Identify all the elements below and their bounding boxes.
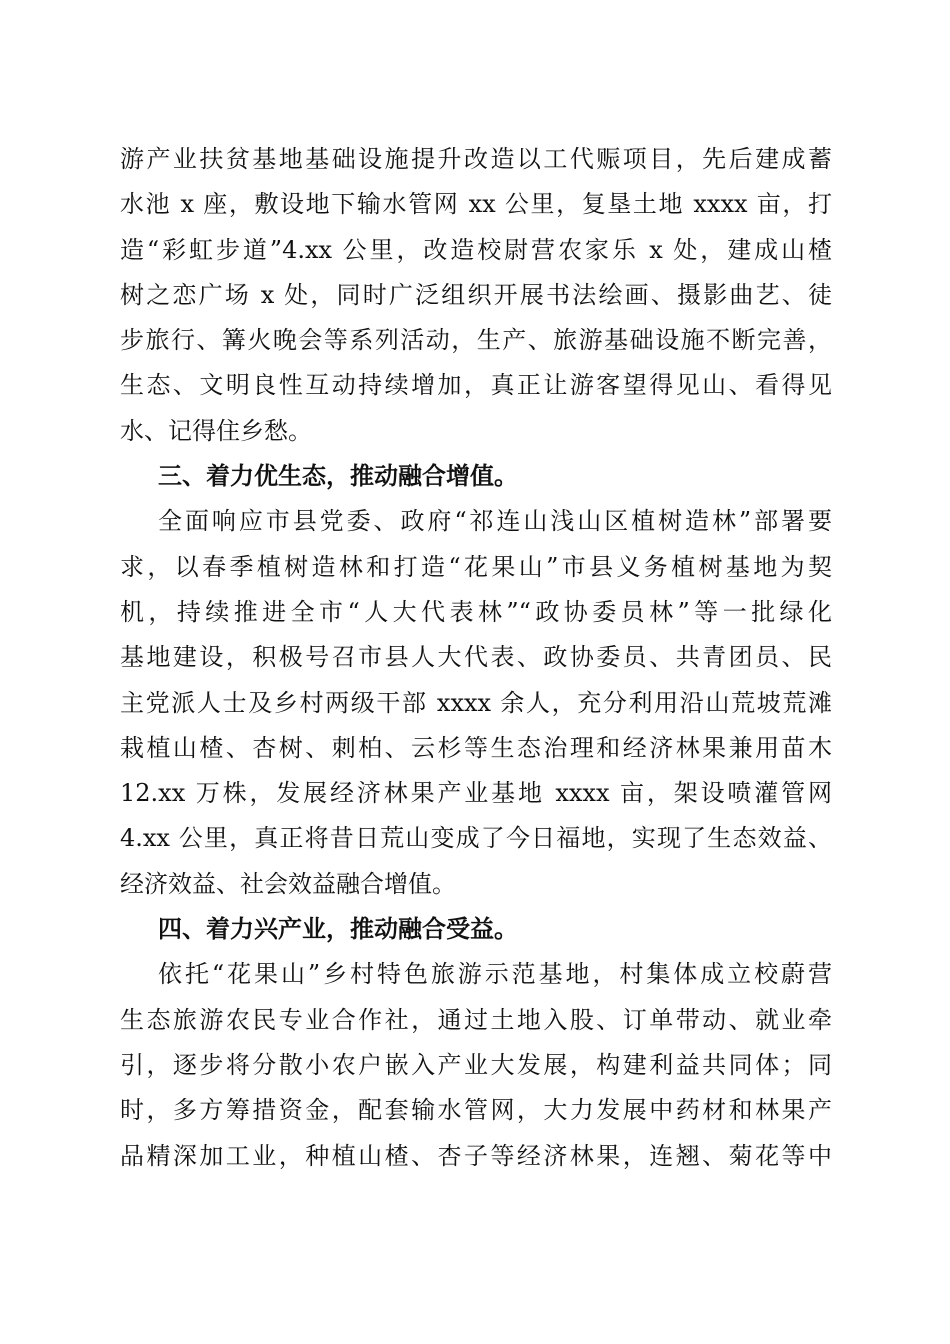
paragraph-line: 生态、文明良性互动持续增加，真正让游客望得见山、看得见	[120, 371, 832, 400]
document-page	[120, 137, 832, 1179]
paragraph-line: 水、记得住乡愁。	[120, 416, 312, 445]
paragraph-line: 引，逐步将分散小农户嵌入产业大发展，构建利益共同体；同	[120, 1050, 832, 1079]
paragraph-line: 造“彩虹步道”4.xx 公里，改造校尉营农家乐 x 处，建成山楂	[120, 235, 832, 264]
paragraph-1	[120, 137, 832, 454]
paragraph-line: 步旅行、篝火晚会等系列活动，生产、旅游基础设施不断完善，	[120, 326, 832, 355]
paragraph-line: 主党派人士及乡村两级干部 xxxx 余人，充分利用沿山荒坡荒滩	[120, 688, 832, 717]
section-heading-4: 四、着力兴产业，推动融合受益。	[158, 915, 518, 944]
paragraph-line: 机，持续推进全市“人大代表林”“政协委员林”等一批绿化	[120, 597, 832, 626]
paragraph-line: 水池 x 座，敷设地下输水管网 xx 公里，复垦土地 xxxx 亩，打	[120, 190, 832, 219]
paragraph-line: 时，多方筹措资金，配套输水管网，大力发展中药材和林果产	[120, 1096, 832, 1125]
paragraph-line: 生态旅游农民专业合作社，通过土地入股、订单带动、就业牵	[120, 1005, 832, 1034]
section-heading-3: 三、着力优生态，推动融合增值。	[158, 462, 518, 491]
paragraph-line: 全面响应市县党委、政府“祁连山浅山区植树造林”部署要	[158, 507, 832, 536]
paragraph-2	[120, 499, 832, 907]
paragraph-3	[120, 952, 832, 1178]
paragraph-line: 经济效益、社会效益融合增值。	[120, 869, 456, 898]
paragraph-line: 栽植山楂、杏树、刺柏、云杉等生态治理和经济林果兼用苗木	[120, 733, 832, 762]
paragraph-line: 品精深加工业，种植山楂、杏子等经济林果，连翘、菊花等中	[120, 1141, 832, 1170]
paragraph-line: 树之恋广场 x 处，同时广泛组织开展书法绘画、摄影曲艺、徒	[120, 280, 832, 309]
paragraph-line: 12.xx 万株，发展经济林果产业基地 xxxx 亩，架设喷灌管网	[120, 779, 832, 808]
paragraph-line: 依托“花果山”乡村特色旅游示范基地，村集体成立校蔚营	[158, 960, 832, 989]
paragraph-line: 4.xx 公里，真正将昔日荒山变成了今日福地，实现了生态效益、	[120, 824, 832, 853]
paragraph-line: 游产业扶贫基地基础设施提升改造以工代赈项目，先后建成蓄	[120, 145, 832, 173]
paragraph-line: 基地建设，积极号召市县人大代表、政协委员、共青团员、民	[120, 643, 832, 672]
paragraph-line: 求，以春季植树造林和打造“花果山”市县义务植树基地为契	[120, 552, 832, 581]
